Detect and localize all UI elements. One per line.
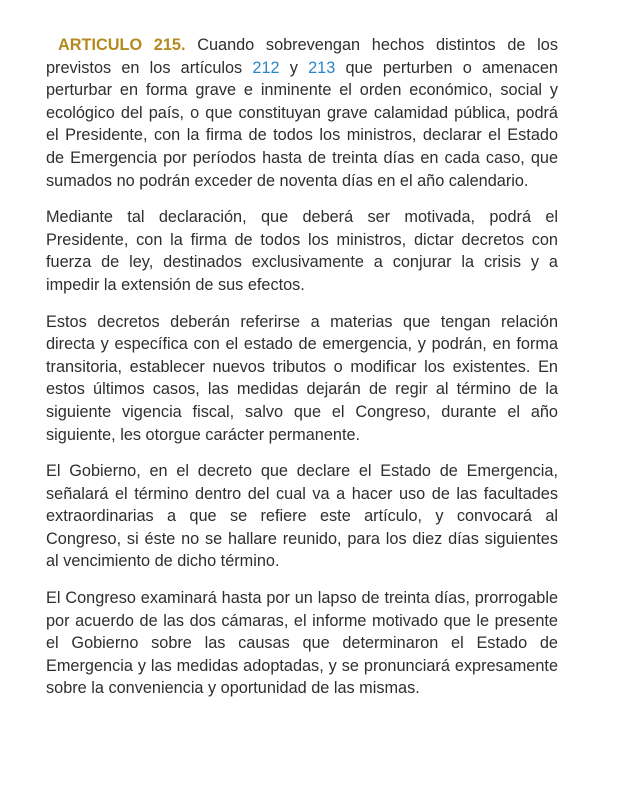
article-text-part-2: y bbox=[279, 58, 309, 77]
article-212-link[interactable]: 212 bbox=[252, 58, 280, 77]
article-paragraph-3: Estos decretos deberán referirse a materias que tengan relación directa y específica con el estado de emergencia, y podrán, en forma transitoria, establecer nuevos tributos o modificar los existentes. En estos últimos casos, las medidas dejarán de regir al término de la siguiente vigencia fiscal, salvo que el Congreso, durante el año siguiente, les otorgue carácter permanente. bbox=[46, 312, 558, 444]
article-text-part-3: que perturben o amenacen perturbar en forma grave e inminente el orden económico, social y ecológico del país, o que constituyan grave calamidad pública, podrá el Presidente, con la firma de todos los ministros, declarar el Estado de Emergencia por períodos hasta de treinta días en cada caso, que sumados no podrán exceder de noventa días en el año calendario. bbox=[46, 58, 558, 190]
article-paragraph-5: El Congreso examinará hasta por un lapso de treinta días, prorrogable por acuerdo de las dos cámaras, el informe motivado que le presente el Gobierno sobre las causas que determinaron el Estado de Emergencia y las medidas adoptadas, y se pronunciará expresamente sobre la conveniencia y oportunidad de las mismas. bbox=[46, 589, 558, 698]
article-paragraph-2: Mediante tal declaración, que deberá ser motivada, podrá el Presidente, con la firma de todos los ministros, dictar decretos con fuerza de ley, destinados exclusivamente a conjurar la crisis y a impedir la extensión de sus efectos. bbox=[46, 208, 558, 294]
legal-article bbox=[46, 34, 558, 714]
article-213-link[interactable]: 213 bbox=[308, 58, 336, 77]
article-label: ARTICULO 215. bbox=[58, 36, 186, 54]
article-text-part-1: Cuando sobrevengan hechos distintos de los previstos en los artículos bbox=[46, 36, 558, 77]
article-paragraph-4: El Gobierno, en el decreto que declare el Estado de Emergencia, señalará el término dentro del cual va a hacer uso de las facultades extraordinarias a que se refiere este artículo, y convocará al Congreso, si éste no se hallare reunido, para los diez días siguientes al vencimiento de dicho término. bbox=[46, 462, 558, 571]
article-paragraph-1 bbox=[46, 34, 558, 192]
